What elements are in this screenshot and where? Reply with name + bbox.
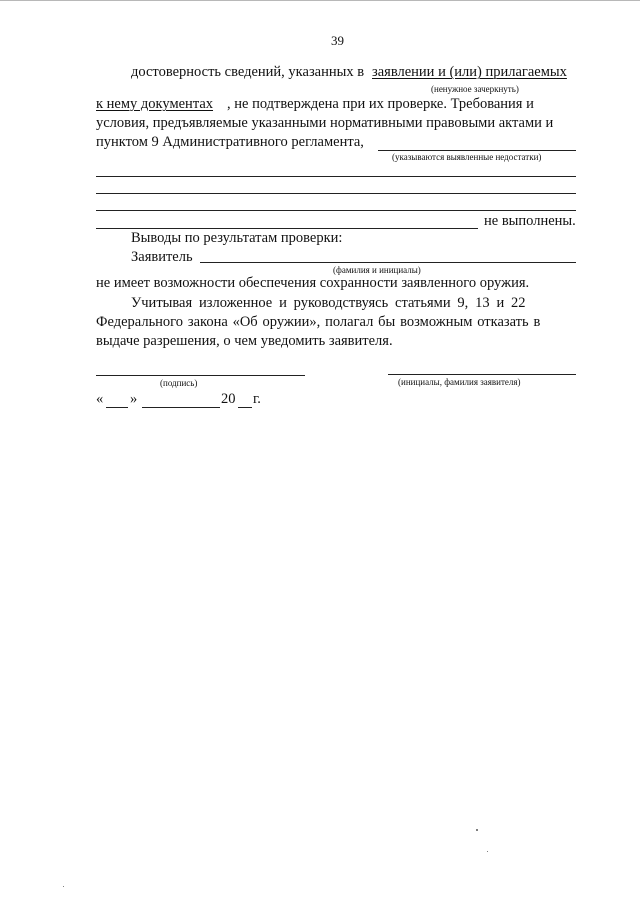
date-day-field[interactable] (106, 407, 128, 408)
para1-line2-rest: , не подтверждена при их проверке. Требования и (227, 96, 534, 112)
hint-applicant-initials: (инициалы, фамилия заявителя) (398, 377, 521, 387)
scan-speck (476, 829, 478, 831)
scan-edge (0, 0, 640, 1)
para1-line2-struck: к нему документах (96, 96, 214, 112)
deficiencies-line-1[interactable] (96, 176, 576, 177)
scan-speck (487, 851, 488, 852)
para2-line1: Учитывая изложенное и руководствуясь статьями 9, 13 и 22 (131, 295, 526, 311)
date-year-prefix: 20 (221, 391, 236, 407)
deficiencies-line-3[interactable] (96, 210, 576, 211)
para1-line4: пунктом 9 Административного регламента, (96, 134, 364, 150)
para1-line1-struck: заявлении и (или) прилагаемых (372, 64, 567, 80)
hint-signature: (подпись) (160, 378, 198, 388)
date-year-suffix: г. (253, 391, 261, 407)
date-year-field[interactable] (238, 407, 252, 408)
signature-field[interactable] (96, 375, 305, 376)
applicant-initials-field[interactable] (388, 374, 576, 375)
applicant-name-field[interactable] (200, 262, 576, 263)
applicant-label: Заявитель (131, 249, 193, 265)
deficiencies-line-2[interactable] (96, 193, 576, 194)
date-close-quote: » (130, 391, 138, 407)
date-month-field[interactable] (142, 407, 220, 408)
deficiencies-field[interactable] (378, 150, 576, 151)
para2-line3: выдаче разрешения, о чем уведомить заявителя. (96, 333, 393, 349)
conclusions-heading: Выводы по результатам проверки: (131, 230, 343, 246)
hint-name: (фамилия и инициалы) (333, 265, 421, 275)
hint-strike: (ненужное зачеркнуть) (431, 84, 519, 94)
para1-line1-lead: достоверность сведений, указанных в (131, 64, 365, 80)
para1-line3: условия, предъявляемые указанными нормативными правовыми актами и (96, 115, 554, 131)
deficiencies-line-4[interactable] (96, 228, 478, 229)
page-number: 39 (331, 33, 344, 48)
hint-deficiencies: (указываются выявленные недостатки) (392, 152, 542, 162)
no-possibility-line: не имеет возможности обеспечения сохранности заявленного оружия. (96, 275, 530, 291)
date-open-quote: « (96, 391, 104, 407)
scan-speck (63, 886, 64, 887)
para2-line2: Федерального закона «Об оружии», полагал бы возможным отказать в (96, 314, 541, 330)
not-fulfilled: не выполнены. (484, 213, 576, 229)
